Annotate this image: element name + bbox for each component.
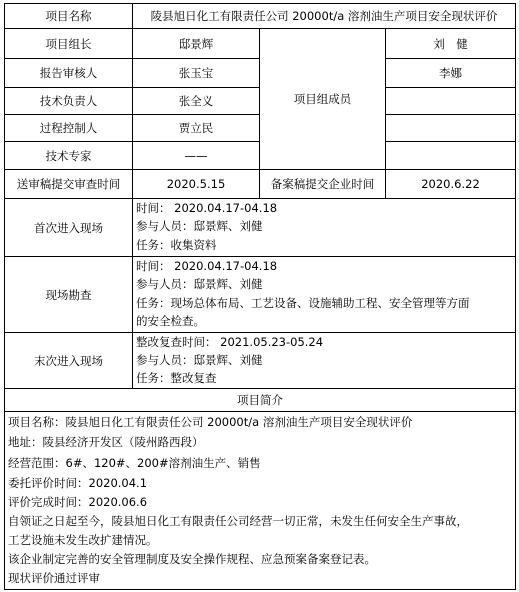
- first-visit-people: 参与人员：邸景辉、刘健: [136, 219, 263, 233]
- last-visit-task: 任务：整改复查: [136, 371, 217, 385]
- submit-time-label: 送审稿提交审查时间: [16, 177, 121, 191]
- leader-label: 项目组长: [45, 36, 92, 51]
- members-label: 项目组成员: [293, 92, 352, 106]
- project-name-value: 陵县旭日化工有限责任公司 20000t/a 溶剂油生产项目安全现状评价: [150, 9, 498, 23]
- site-survey-task: 任务：现场总体布局、工艺设备、设施辅助工程、安全管理等方面: [136, 296, 470, 310]
- expert-label: 技术专家: [45, 148, 92, 163]
- last-visit-label: 末次进入现场: [34, 353, 103, 368]
- site-survey-people: 参与人员：邸景辉、刘健: [136, 277, 263, 291]
- evaluation-table: [4, 3, 516, 590]
- site-survey-label: 现场勘查: [45, 287, 92, 302]
- border: [515, 3, 516, 590]
- process-controller-value: 贾立民: [178, 121, 214, 135]
- summary-business-scope: 经营范围：6#、120#、200#溶剂油生产、销售: [8, 456, 261, 470]
- member-1: 刘 健: [433, 36, 468, 51]
- border: [4, 411, 516, 412]
- summary-completion-time: 评价完成时间：2020.06.6: [8, 495, 148, 509]
- member-2: 李娜: [439, 66, 462, 80]
- site-survey-task-cont: 的安全检查。: [136, 314, 205, 328]
- border: [385, 141, 516, 142]
- leader-value: 邸景辉: [178, 36, 214, 51]
- tech-lead-label: 技术负责人: [39, 94, 98, 108]
- summary-conclusion: 现状评价通过评审: [8, 571, 100, 585]
- summary-paragraph-1: 自领证之日起至今，陵县旭日化工有限责任公司经营一切正常，未发生任何安全生产事故，: [8, 514, 468, 528]
- summary-commission-time: 委托评价时间：2020.04.1: [8, 476, 148, 490]
- summary-project-name: 项目名称：陵县旭日化工有限责任公司 20000t/a 溶剂油生产项目安全现状评价: [8, 415, 413, 429]
- summary-title: 项目简介: [237, 393, 283, 407]
- process-controller-label: 过程控制人: [39, 121, 98, 135]
- summary-paragraph-2: 该企业制定完善的安全管理制度及安全操作规程、应急预案备案登记表。: [8, 552, 376, 566]
- submit-time-value: 2020.5.15: [166, 177, 226, 191]
- first-visit-time: 时间： 2020.04.17-04.18: [136, 201, 278, 215]
- border: [385, 87, 516, 88]
- summary-paragraph-1-cont: 工艺设施未发生改扩建情况。: [8, 533, 158, 547]
- tech-lead-value: 张全义: [178, 94, 214, 108]
- filing-time-label: 备案稿提交企业时间: [270, 177, 375, 191]
- filing-time-value: 2020.6.22: [421, 177, 480, 191]
- expert-value: ——: [184, 148, 208, 163]
- project-name-label: 项目名称: [45, 9, 92, 23]
- site-survey-time: 时间： 2020.04.17-04.18: [136, 259, 278, 273]
- border: [385, 114, 516, 115]
- first-visit-task: 任务：收集资料: [136, 238, 217, 252]
- reviewer-value: 张玉宝: [178, 66, 214, 80]
- last-visit-time: 整改复查时间： 2021.05.23-05.24: [136, 335, 324, 349]
- last-visit-people: 参与人员：邸景辉、刘健: [136, 353, 263, 367]
- summary-address: 地址：陵县经济开发区（陵州路西段）: [8, 435, 204, 449]
- reviewer-label: 报告审核人: [39, 66, 98, 80]
- first-visit-label: 首次进入现场: [34, 220, 103, 235]
- border: [4, 589, 516, 590]
